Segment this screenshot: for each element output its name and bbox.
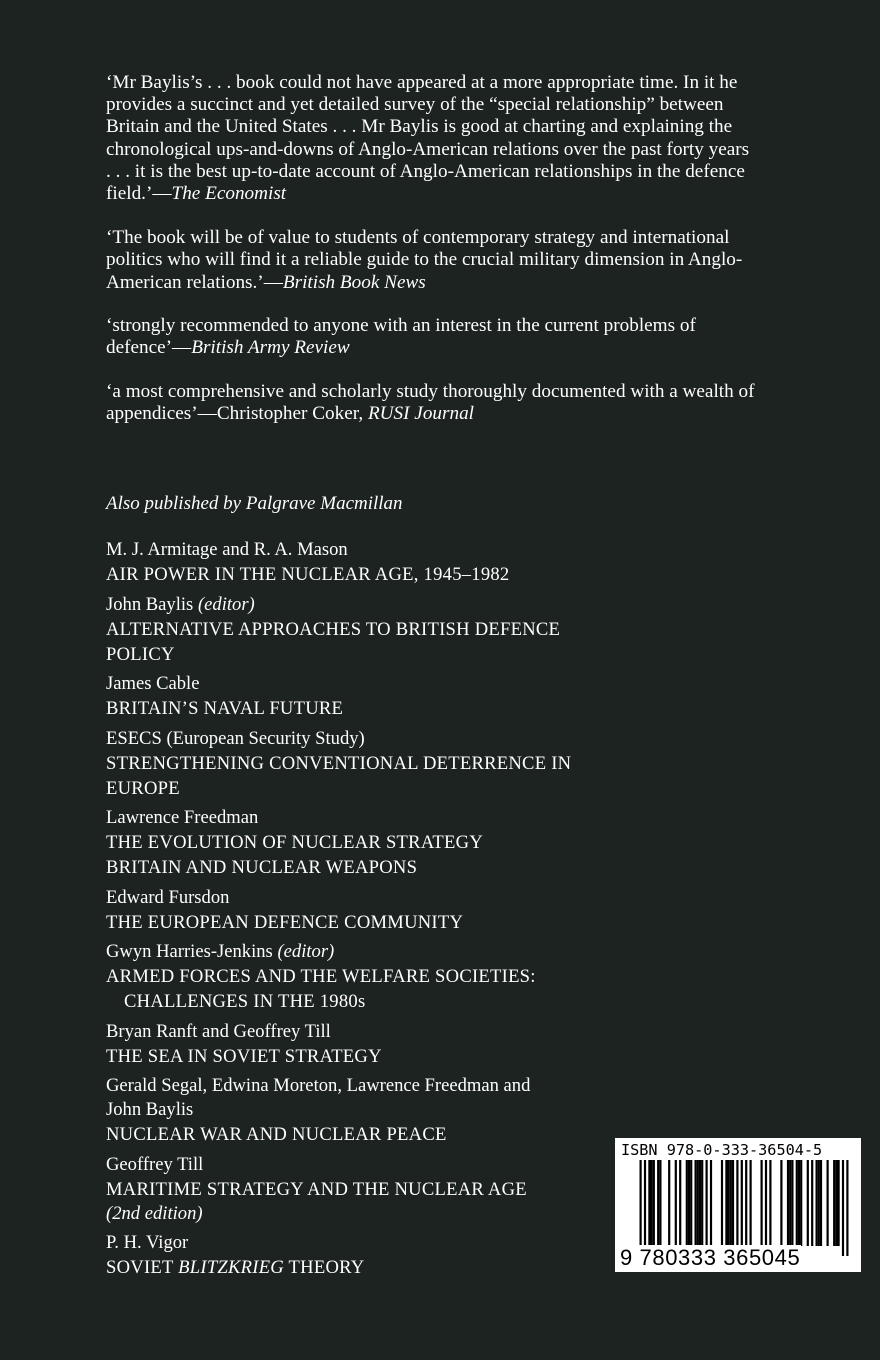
title-part-italic: BLITZKRIEG [178,1257,284,1278]
also-published-heading: Also published by Palgrave Macmillan [106,493,403,514]
barcode-bar [787,1160,789,1246]
book-title: THE EVOLUTION OF NUCLEAR STRATEGY [106,832,484,853]
barcode-bar [765,1160,767,1246]
barcode-bar [732,1160,734,1246]
book-title: POLICY [106,643,175,665]
book-title: NUCLEAR WAR AND NUCLEAR PEACE [106,1124,447,1145]
book-title: BRITAIN AND NUCLEAR WEAPONS [106,857,418,878]
barcode-bar [688,1160,690,1246]
author-role: (editor) [197,593,255,615]
book-author [106,940,726,964]
book-author [106,593,726,617]
book-title: ARMED FORCES AND THE WELFARE SOCIETIES: [106,966,536,987]
book-author: Lawrence Freedman [106,807,259,828]
reviews-section [106,72,756,448]
review-quote [106,315,756,359]
review-text: ‘strongly recommended to anyone with an interest in the current problems of defence’— [106,314,696,359]
author-name: John Baylis [106,593,194,615]
barcode-bar [690,1160,692,1246]
barcode-bar [730,1160,732,1246]
barcode-bar [659,1160,661,1246]
review-quote [106,381,756,425]
barcode-bar [679,1160,681,1246]
author-role: (editor) [277,941,335,962]
barcode-bar [695,1160,697,1246]
review-text: ‘a most comprehensive and scholarly study thoroughly documented with a wealth of appendices’— [106,381,755,425]
barcode-bar [741,1160,743,1256]
barcode-bar [835,1160,837,1246]
barcode-bar [686,1160,688,1246]
barcode-bar [811,1160,813,1246]
book-author: James Cable [106,673,200,694]
book-title: THE SEA IN SOVIET STRATEGY [106,1045,382,1067]
book-entry [106,727,726,801]
title-part: SOVIET [106,1257,179,1278]
book-author: Edward Fursdon [106,886,230,908]
book-title: BRITAIN’S NAVAL FUTURE [106,698,344,719]
book-author: Gerald Segal, Edwina Moreton, Lawrence Freedman and [106,1075,531,1096]
barcode-bar [796,1160,798,1246]
book-entry [106,806,726,880]
book-title: MARITIME STRATEGY AND THE NUCLEAR AGE [106,1178,527,1200]
edition-text: (2nd edition) [106,1202,203,1224]
barcode-bar [675,1160,677,1246]
book-entry [106,1074,726,1147]
title-part: THEORY [283,1257,365,1278]
barcode-bar [721,1160,723,1246]
book-entry [106,1020,726,1069]
barcode-bar [668,1160,670,1246]
book-author: Geoffrey Till [106,1153,204,1175]
barcode-bar [800,1160,802,1246]
barcode-bar [644,1160,646,1256]
barcode-bar [820,1160,822,1246]
barcode-bar [842,1160,844,1256]
book-title: THE EUROPEAN DEFENCE COMMUNITY [106,911,464,933]
book-entry [106,940,726,1014]
barcode-bar [701,1160,703,1246]
review-quote [106,72,756,205]
book-entry [106,886,726,935]
book-title: EUROPE [106,777,180,799]
barcode-bar [648,1160,650,1246]
barcode-bar [780,1160,782,1246]
barcode-bar [750,1160,752,1246]
book-author: Bryan Ranft and Geoffrey Till [106,1020,331,1042]
barcode-bar [789,1160,791,1246]
isbn-barcode [615,1138,861,1272]
review-quote [106,227,756,294]
barcode-bar [657,1160,659,1246]
barcode-bar [651,1160,653,1246]
barcode-bar [736,1160,738,1246]
review-source: British Army Review [191,337,350,359]
book-title: AIR POWER IN THE NUCLEAR AGE, 1945–1982 [106,564,510,585]
review-source: RUSI Journal [367,403,474,425]
review-source: British Book News [282,271,426,293]
review-text: ‘The book will be of value to students of contemporary strategy and international politics who will find it a reliable guide to the crucial military dimension in Anglo-American relations.’— [106,227,743,293]
barcode-bar [745,1160,747,1256]
barcode-bar [640,1160,642,1256]
review-source: The Economist [171,183,287,205]
barcode-bar [807,1160,809,1246]
review-text: ‘Mr Baylis’s . . . book could not have appeared at a more appropriate time. In it he provides a succinct and yet detailed survey of the “special relationship” between Britain and the United States . . . Mr Baylis is good at charting and explaining the chronological ups-and-downs of Anglo-American relations over the past forty years . . . it is the best up-to-date account of Anglo-American relationships in the defence field.’— [106,72,750,205]
book-entry [106,538,726,587]
isbn-digits [619,1245,801,1271]
barcode-bar [725,1160,727,1246]
barcode-bar [791,1160,793,1246]
book-entry [106,593,726,667]
book-author: M. J. Armitage and R. A. Mason [106,539,348,560]
barcode-bar [728,1160,730,1246]
barcode-bar [653,1160,655,1246]
isbn-digits-text: 9 780333 365045 [620,1245,801,1270]
barcode-bar [710,1160,712,1246]
review-source-author: Christopher Coker, [216,403,368,425]
book-author: P. H. Vigor [106,1232,189,1253]
book-title: ALTERNATIVE APPROACHES TO BRITISH DEFENCE [106,618,561,640]
barcode-bar [706,1160,708,1246]
barcode-bar [816,1160,818,1246]
barcode-bar [798,1160,800,1246]
book-entry [106,672,726,721]
barcode-bar [818,1160,820,1246]
barcode-bar [838,1160,840,1246]
book-title: CHALLENGES IN THE 1980s [124,991,366,1012]
barcode-bar [699,1160,701,1246]
barcode-bar [769,1160,771,1246]
book-author: ESECS (European Security Study) [106,727,365,749]
isbn-label: ISBN 978-0-333-36504-5 [621,1141,823,1159]
barcode-bar [833,1160,835,1246]
author-name: Gwyn Harries-Jenkins [106,941,273,962]
barcode-bar [697,1160,699,1246]
barcode-bar [761,1160,763,1246]
barcode-bar [827,1160,829,1246]
book-title: STRENGTHENING CONVENTIONAL DETERRENCE IN [106,752,572,774]
barcode-bar [846,1160,848,1256]
book-author: John Baylis [106,1099,194,1120]
